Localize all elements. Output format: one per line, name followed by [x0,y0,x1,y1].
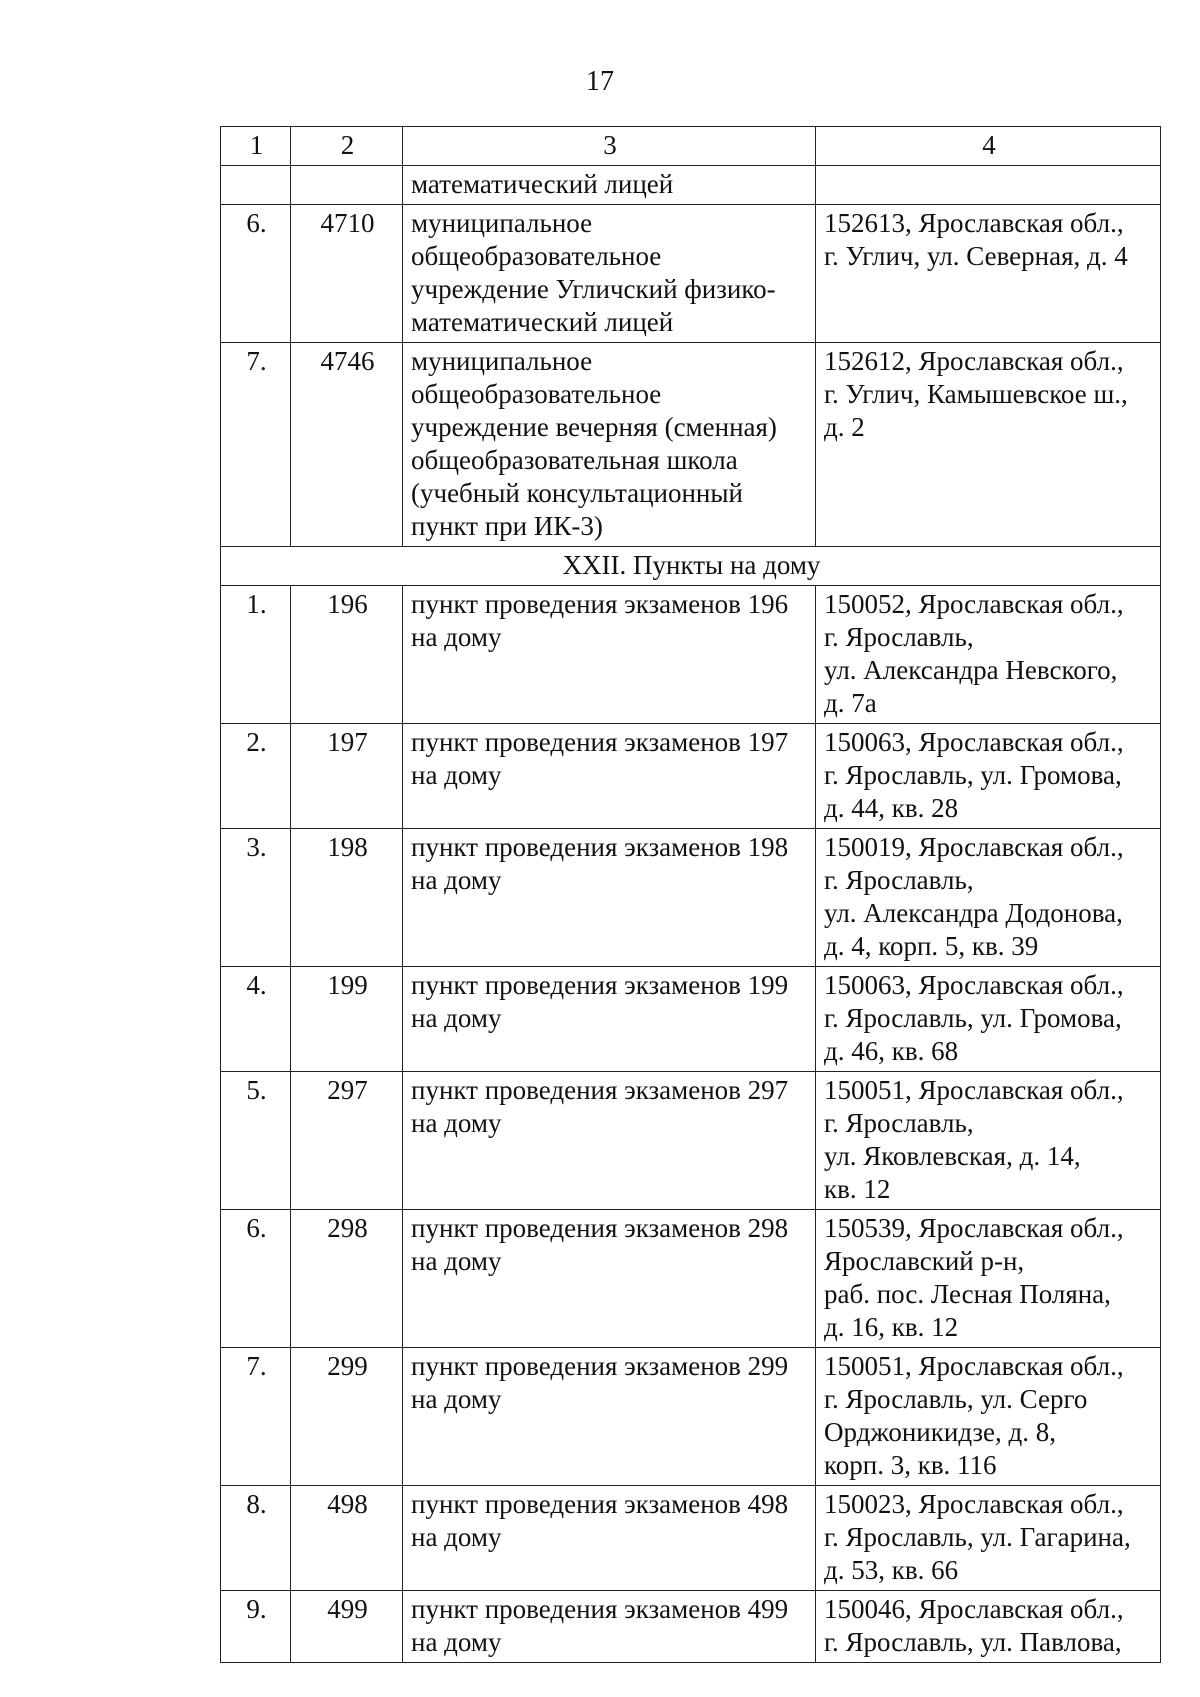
section-heading-row [221,547,1161,586]
table-row [221,967,1161,1072]
code-cell: 298 [291,1210,403,1348]
page-number: 17 [586,66,614,97]
column-number-4: 4 [816,127,1161,166]
address-cell: 150046, Ярославская обл., г. Ярославль, ул. Павлова, [816,1591,1161,1663]
table-row [221,829,1161,967]
row-number-cell: 9. [221,1591,291,1663]
code-cell: 4746 [291,343,403,547]
name-cell: пункт проведения экзаменов 198 на дому [403,829,816,967]
address-cell: 150052, Ярославская обл., г. Ярославль, ул. Александра Невского, д. 7а [816,586,1161,724]
table-row [221,724,1161,829]
table-row [221,1591,1161,1663]
code-cell: 4710 [291,205,403,343]
address-cell: 150051, Ярославская обл., г. Ярославль, ул. Яковлевская, д. 14, кв. 12 [816,1072,1161,1210]
table-row [221,1486,1161,1591]
code-cell: 199 [291,967,403,1072]
address-cell: 152613, Ярославская обл., г. Углич, ул. Северная, д. 4 [816,205,1161,343]
row-number-cell: 6. [221,1210,291,1348]
table-row [221,1348,1161,1486]
code-cell: 299 [291,1348,403,1486]
address-cell: 152612, Ярославская обл., г. Углич, Камышевское ш., д. 2 [816,343,1161,547]
table-row [221,343,1161,547]
name-cell: пункт проведения экзаменов 196 на дому [403,586,816,724]
row-number-cell [221,166,291,205]
code-cell: 297 [291,1072,403,1210]
name-cell: муниципальное общеобразовательное учреждение вечерняя (сменная) общеобразовательная школа (учебный консультационный пункт при ИК-3) [403,343,816,547]
code-cell [291,166,403,205]
continuation-row [221,166,1161,205]
exam-points-table [220,126,1161,1663]
address-cell: 150023, Ярославская обл., г. Ярославль, ул. Гагарина, д. 53, кв. 66 [816,1486,1161,1591]
code-cell: 198 [291,829,403,967]
address-cell: 150063, Ярославская обл., г. Ярославль, ул. Громова, д. 44, кв. 28 [816,724,1161,829]
address-cell: 150051, Ярославская обл., г. Ярославль, ул. Серго Орджоникидзе, д. 8, корп. 3, кв. 116 [816,1348,1161,1486]
address-cell: 150063, Ярославская обл., г. Ярославль, ул. Громова, д. 46, кв. 68 [816,967,1161,1072]
table-row [221,1072,1161,1210]
table-row [221,205,1161,343]
name-cell: пункт проведения экзаменов 299 на дому [403,1348,816,1486]
column-number-2: 2 [291,127,403,166]
code-cell: 197 [291,724,403,829]
address-cell: 150539, Ярославская обл., Ярославский р-н, раб. пос. Лесная Поляна, д. 16, кв. 12 [816,1210,1161,1348]
name-cell: муниципальное общеобразовательное учреждение Угличский физико- математический лицей [403,205,816,343]
name-cell: пункт проведения экзаменов 298 на дому [403,1210,816,1348]
name-cell: математический лицей [403,166,816,205]
row-number-cell: 1. [221,586,291,724]
column-number-1: 1 [221,127,291,166]
code-cell: 498 [291,1486,403,1591]
code-cell: 499 [291,1591,403,1663]
name-cell: пункт проведения экзаменов 199 на дому [403,967,816,1072]
row-number-cell: 5. [221,1072,291,1210]
table-row [221,586,1161,724]
row-number-cell: 4. [221,967,291,1072]
column-number-row [221,127,1161,166]
name-cell: пункт проведения экзаменов 498 на дому [403,1486,816,1591]
section-title: XXII. Пункты на дому [221,547,1161,586]
row-number-cell: 3. [221,829,291,967]
row-number-cell: 7. [221,1348,291,1486]
row-number-cell: 8. [221,1486,291,1591]
table-row [221,1210,1161,1348]
name-cell: пункт проведения экзаменов 197 на дому [403,724,816,829]
name-cell: пункт проведения экзаменов 297 на дому [403,1072,816,1210]
code-cell: 196 [291,586,403,724]
row-number-cell: 6. [221,205,291,343]
row-number-cell: 7. [221,343,291,547]
address-cell [816,166,1161,205]
column-number-3: 3 [403,127,816,166]
address-cell: 150019, Ярославская обл., г. Ярославль, ул. Александра Додонова, д. 4, корп. 5, кв. 39 [816,829,1161,967]
name-cell: пункт проведения экзаменов 499 на дому [403,1591,816,1663]
row-number-cell: 2. [221,724,291,829]
